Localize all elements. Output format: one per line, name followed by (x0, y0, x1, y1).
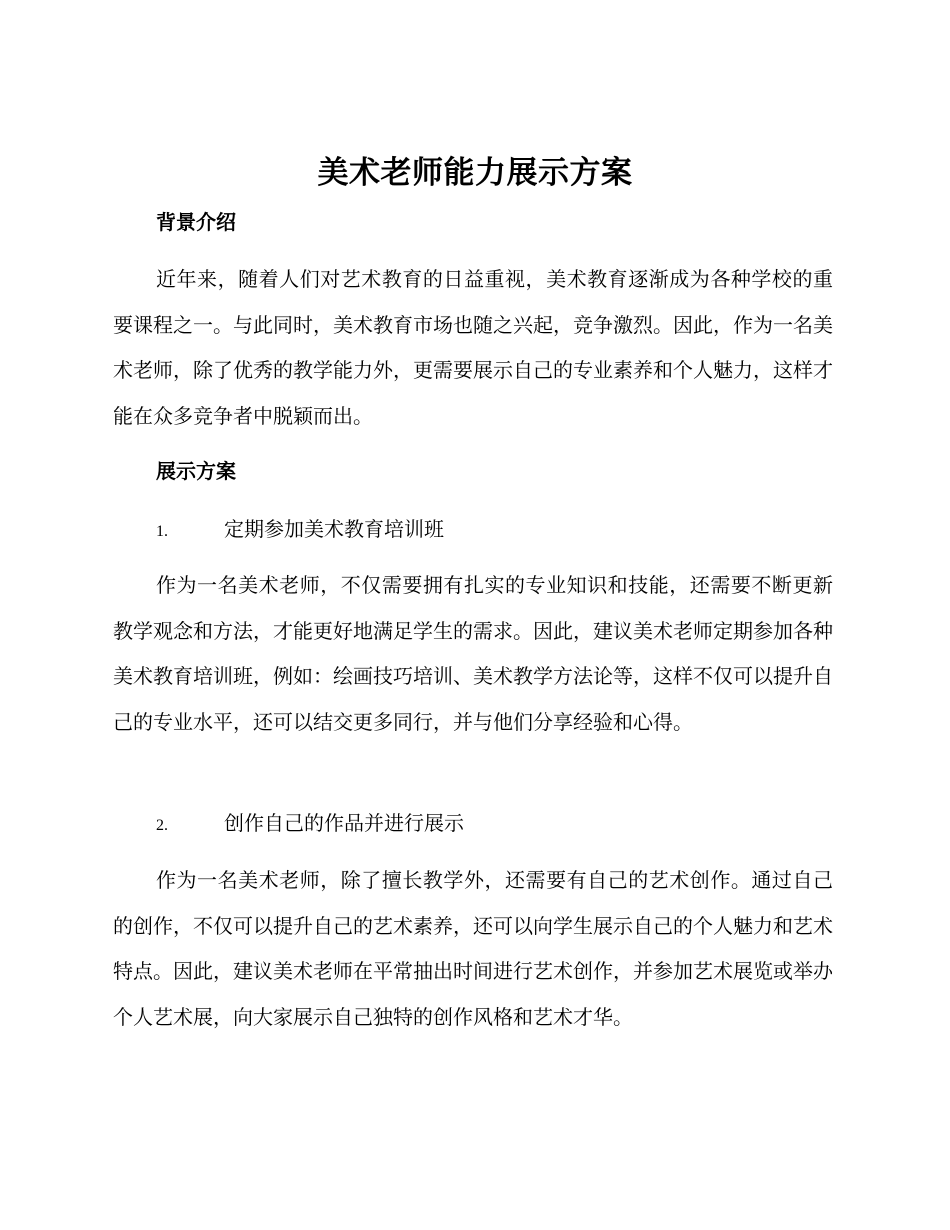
item-2-paragraph: 作为一名美术老师，除了擅长教学外，还需要有自己的艺术创作。通过自己的创作，不仅可以提升自己的艺术素养，还可以向学生展示自己的个人魅力和艺术特点。因此，建议美术老师在平常抽出时间进行艺术创作，并参加艺术展览或举办个人艺术展，向大家展示自己独特的创作风格和艺术才华。 (113, 868, 833, 1029)
list-number-1: 1. (156, 523, 168, 540)
list-item-2 (156, 808, 464, 841)
list-item-1 (156, 514, 444, 547)
list-title-2: 创作自己的作品并进行展示 (224, 811, 464, 835)
document-title: 美术老师能力展示方案 (317, 155, 633, 191)
background-paragraph: 近年来，随着人们对艺术教育的日益重视，美术教育逐渐成为各种学校的重要课程之一。与此同时，美术教育市场也随之兴起，竞争激烈。因此，作为一名美术老师，除了优秀的教学能力外，更需要展示自己的专业素养和个人魅力，这样才能在众多竞争者中脱颖而出。 (113, 267, 833, 428)
section-heading-plan: 展示方案 (156, 459, 236, 483)
item-1-paragraph: 作为一名美术老师，不仅需要拥有扎实的专业知识和技能，还需要不断更新教学观念和方法，才能更好地满足学生的需求。因此，建议美术老师定期参加各种美术教育培训班，例如：绘画技巧培训、美术教学方法论等，这样不仅可以提升自己的专业水平，还可以结交更多同行，并与他们分享经验和心得。 (113, 573, 833, 734)
list-title-1: 定期参加美术教育培训班 (224, 517, 444, 541)
section-heading-background: 背景介绍 (156, 210, 236, 234)
list-number-2: 2. (156, 817, 168, 834)
